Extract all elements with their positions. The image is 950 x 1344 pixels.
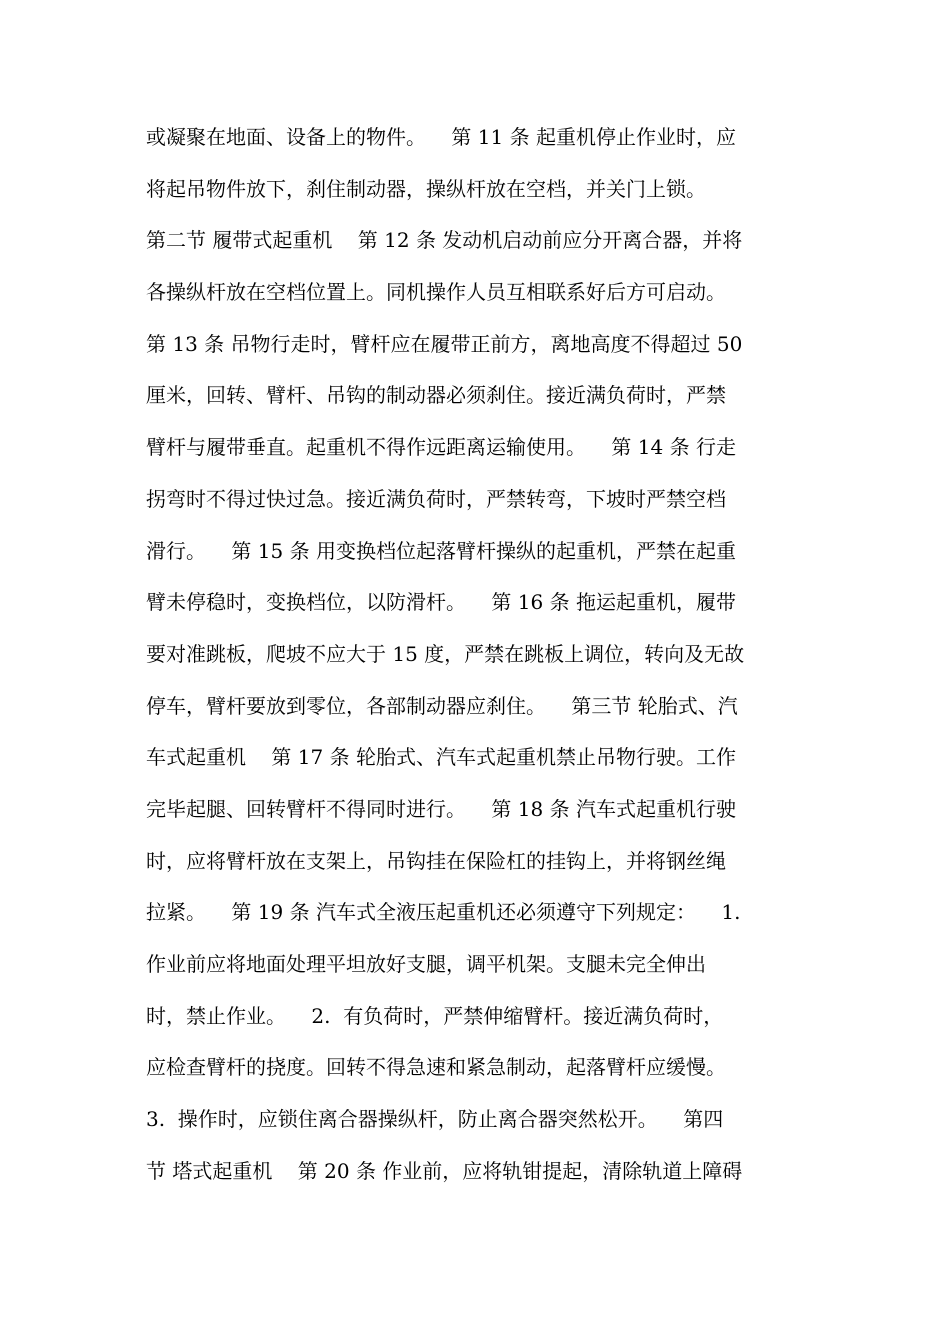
text-line: 时，应将臂杆放在支架上，吊钩挂在保险杠的挂钩上，并将钢丝绳 [146, 848, 726, 873]
text-line: 滑行。 第 15 条 用变换档位起落臂杆操纵的起重机，严禁在起重 [146, 538, 736, 563]
text-line: 第二节 履带式起重机 第 12 条 发动机启动前应分开离合器，并将 [146, 228, 743, 253]
text-line: 作业前应将地面处理平坦放好支腿，调平机架。支腿未完全伸出 [146, 952, 706, 976]
text-line: 停车，臂杆要放到零位，各部制动器应刹住。 第三节 轮胎式、汽 [146, 693, 738, 718]
text-line: 拉紧。 第 19 条 汽车式全液压起重机还必须遵守下列规定： 1. [146, 900, 741, 925]
text-line: 应检查臂杆的挠度。回转不得急速和紧急制动，起落臂杆应缓慢。 [146, 1055, 726, 1080]
text-line: 3. 操作时，应锁住离合器操纵杆，防止离合器突然松开。 第四 [146, 1107, 724, 1132]
text-line: 节 塔式起重机 第 20 条 作业前，应将轨钳提起，清除轨道上障碍 [146, 1158, 743, 1183]
text-line: 拐弯时不得过快过急。接近满负荷时，严禁转弯，下坡时严禁空档 [146, 486, 726, 511]
text-line: 厘米，回转、臂杆、吊钩的制动器必须刹住。接近满负荷时，严禁 [146, 383, 726, 408]
text-line: 时，禁止作业。 2. 有负荷时，严禁伸缩臂杆。接近满负荷时， [146, 1003, 724, 1028]
body-text [146, 116, 826, 1201]
text-line: 臂杆与履带垂直。起重机不得作远距离运输使用。 第 14 条 行走 [146, 435, 736, 460]
text-line: 第 13 条 吊物行走时，臂杆应在履带正前方，离地高度不得超过 50 [146, 331, 743, 356]
text-line: 臂未停稳时，变换档位，以防滑杆。 第 16 条 拖运起重机，履带 [146, 590, 736, 615]
text-line: 各操纵杆放在空档位置上。同机操作人员互相联系好后方可启动。 [146, 280, 726, 305]
text-line: 将起吊物件放下，刹住制动器，操纵杆放在空档，并关门上锁。 [146, 176, 706, 201]
text-line: 完毕起腿、回转臂杆不得同时进行。 第 18 条 汽车式起重机行驶 [146, 796, 736, 821]
text-line: 车式起重机 第 17 条 轮胎式、汽车式起重机禁止吊物行驶。工作 [146, 745, 736, 770]
text-line: 要对准跳板，爬坡不应大于 15 度，严禁在跳板上调位，转向及无故 [146, 641, 745, 666]
text-line: 或凝聚在地面、设备上的物件。 第 11 条 起重机停止作业时，应 [146, 125, 736, 149]
